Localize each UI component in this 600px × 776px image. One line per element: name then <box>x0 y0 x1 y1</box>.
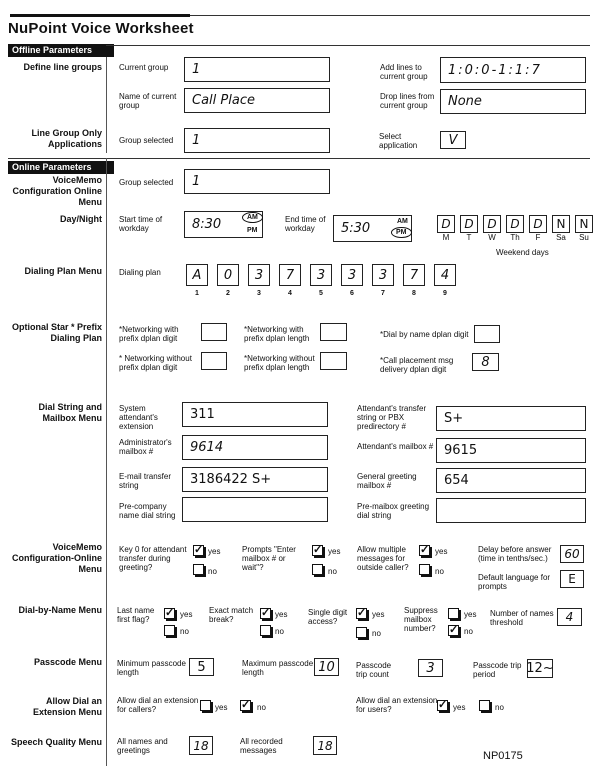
day-label: T <box>466 233 472 242</box>
end-time-label: End time of workday <box>285 215 326 233</box>
voicememo-config-online-label: VoiceMemo Configuration Online Menu <box>12 175 102 207</box>
no-label: no <box>180 627 189 636</box>
exact-match-yes-checkbox[interactable]: ✓ <box>261 607 271 619</box>
prompts-label: Prompts "Enter mailbox # or wait"? <box>242 545 296 572</box>
name-of-group-field[interactable]: Call Place <box>184 88 330 113</box>
digit-position: 4 <box>288 290 292 297</box>
day-box-m[interactable]: D <box>437 215 455 233</box>
name-of-group-label: Name of current group <box>119 92 177 110</box>
email-transfer-label: E-mail transfer string <box>119 472 172 490</box>
title-rule-thin <box>190 15 590 16</box>
prompts-yes-checkbox[interactable]: ✓ <box>313 544 323 556</box>
no-label: no <box>464 627 473 636</box>
net-with-len-label: *Networking with prefix dplan length <box>244 325 310 343</box>
dial-digit-box[interactable]: 0 <box>217 264 239 286</box>
weekend-days-label: Weekend days <box>496 248 549 257</box>
pre-company-label: Pre-company name dial string <box>119 502 176 520</box>
speech-quality-menu-label: Speech Quality Menu <box>10 737 102 747</box>
start-pm-option[interactable]: PM <box>247 227 258 234</box>
trip-count-field[interactable]: 3 <box>418 659 443 677</box>
day-box-f[interactable]: D <box>529 215 547 233</box>
recorded-messages-label: All recorded messages <box>240 737 283 755</box>
dialing-plan-digits <box>186 264 456 297</box>
prompts-no-checkbox[interactable] <box>312 564 323 575</box>
suppress-no-checkbox[interactable]: ✓ <box>449 624 459 636</box>
exact-match-label: Exact match break? <box>209 606 254 624</box>
users-label: Allow dial an extension for users? <box>356 696 438 714</box>
pre-company-field[interactable] <box>182 497 328 522</box>
no-label: no <box>275 627 284 636</box>
net-with-digit-field[interactable] <box>201 323 227 341</box>
dial-digit-box[interactable]: 7 <box>403 264 425 286</box>
yes-label: yes <box>453 703 466 712</box>
yes-label: yes <box>275 610 288 619</box>
delay-field[interactable]: 60 <box>560 545 584 563</box>
names-threshold-field[interactable]: 4 <box>557 608 582 626</box>
net-without-len-field[interactable] <box>320 352 347 370</box>
dial-by-name-menu-label: Dial-by-Name Menu <box>18 605 102 615</box>
att-transfer-field[interactable]: S+ <box>436 406 586 431</box>
trip-period-field[interactable]: 12~ <box>526 661 554 676</box>
dial-by-name-digit-field[interactable] <box>474 325 500 343</box>
yes-label: yes <box>215 703 228 712</box>
yes-label: yes <box>328 547 341 556</box>
att-mailbox-label: Attendant's mailbox # <box>357 442 434 451</box>
dial-digit-box[interactable]: 3 <box>341 264 363 286</box>
voicememo-config-online-menu-label: VoiceMemo Configuration-Online Menu <box>12 542 102 574</box>
day-label: Th <box>510 233 520 242</box>
day-mode-row <box>437 215 593 242</box>
column-divider <box>106 158 107 766</box>
day-label: Su <box>579 233 589 242</box>
add-lines-label: Add lines to current group <box>380 63 428 81</box>
dial-digit-box[interactable]: 7 <box>279 264 301 286</box>
callers-no-checkbox[interactable]: ✓ <box>241 699 251 711</box>
day-label: M <box>442 233 450 242</box>
exact-match-no-checkbox[interactable] <box>260 625 271 636</box>
document-code: NP0175 <box>483 750 523 762</box>
multiple-no-checkbox[interactable] <box>419 564 430 575</box>
drop-lines-label: Drop lines from current group <box>380 92 435 110</box>
end-time-value: 5:30 <box>341 221 371 236</box>
day-box-th[interactable]: D <box>506 215 524 233</box>
callers-label: Allow dial an extension for callers? <box>117 696 199 714</box>
pre-mailbox-label: Pre-maibox greeting dial string <box>357 502 430 520</box>
admin-mailbox-field[interactable]: 9614 <box>182 435 328 460</box>
column-divider <box>106 57 107 153</box>
pre-mailbox-field[interactable] <box>436 498 586 523</box>
online-parameters-header: Online Parameters <box>8 161 114 174</box>
online-group-selected-field[interactable]: 1 <box>184 169 330 194</box>
trip-period-label: Passcode trip period <box>473 661 522 679</box>
end-pm-circled[interactable]: PM <box>391 227 412 238</box>
group-selected-label: Group selected <box>119 136 174 145</box>
digit-position: 2 <box>226 290 230 297</box>
start-time-value: 8:30 <box>192 217 222 232</box>
att-transfer-label: Attendant's transfer string or PBX predirectory # <box>357 404 427 431</box>
last-name-yes-checkbox[interactable]: ✓ <box>165 607 175 619</box>
yes-label: yes <box>464 610 477 619</box>
net-without-digit-label: * Networking without prefix dplan digit <box>119 354 192 372</box>
admin-mailbox-label: Administrator's mailbox # <box>119 438 172 456</box>
call-placement-digit-field[interactable]: 8 <box>472 353 499 371</box>
digit-position: 1 <box>195 290 199 297</box>
min-passcode-label: Minimum passcode length <box>117 659 186 677</box>
page-title: NuPoint Voice Worksheet <box>8 20 194 37</box>
optional-star-label: Optional Star * Prefix Dialing Plan <box>11 322 102 343</box>
offline-parameters-header: Offline Parameters <box>8 44 114 57</box>
no-label: no <box>495 703 504 712</box>
net-without-len-label: *Networking without prefix dplan length <box>244 354 315 372</box>
max-passcode-label: Maximum passcode length <box>242 659 314 677</box>
no-label: no <box>435 567 444 576</box>
dialing-plan-menu-label: Dialing Plan Menu <box>24 266 102 276</box>
sys-att-ext-field[interactable]: 311 <box>182 402 328 427</box>
define-line-groups-label: Define line groups <box>23 62 102 72</box>
group-selected-field[interactable]: 1 <box>184 128 330 153</box>
select-application-label: Select application <box>379 132 418 150</box>
multiple-yes-checkbox[interactable]: ✓ <box>420 544 430 556</box>
group-selected-label: Group selected <box>119 178 174 187</box>
sys-att-ext-label: System attendant's extension <box>119 404 158 431</box>
day-box-t[interactable]: D <box>460 215 478 233</box>
dial-by-name-digit-label: *Dial by name dplan digit <box>380 330 469 339</box>
drop-lines-field[interactable]: None <box>440 89 586 114</box>
add-lines-field[interactable]: 1:0:0-1:1:7 <box>440 57 586 83</box>
no-label: no <box>328 567 337 576</box>
general-greeting-field[interactable]: 654 <box>436 468 586 493</box>
line-group-only-label: Line Group Only Applications <box>31 128 102 149</box>
max-passcode-field[interactable]: 10 <box>314 658 339 676</box>
general-greeting-label: General greeting mailbox # <box>357 472 417 490</box>
language-label: Default language for prompts <box>478 573 551 591</box>
passcode-menu-label: Passcode Menu <box>33 657 102 667</box>
no-label: no <box>208 567 217 576</box>
digit-position: 5 <box>319 290 323 297</box>
digit-position: 7 <box>381 290 385 297</box>
multiple-messages-label: Allow multiple messages for outside caller? <box>357 545 409 572</box>
recorded-messages-field[interactable]: 18 <box>313 736 337 755</box>
email-transfer-field[interactable]: 3186422 S+ <box>182 467 328 492</box>
day-label: W <box>488 233 496 242</box>
dial-digit-box[interactable]: A <box>186 264 208 286</box>
trip-count-label: Passcode trip count <box>356 661 392 679</box>
key0-yes-checkbox[interactable]: ✓ <box>194 544 204 556</box>
dial-digit-box[interactable]: 3 <box>310 264 332 286</box>
digit-position: 3 <box>257 290 261 297</box>
att-mailbox-field[interactable]: 9615 <box>436 438 586 463</box>
day-box-w[interactable]: D <box>483 215 501 233</box>
no-label: no <box>257 703 266 712</box>
users-yes-checkbox[interactable]: ✓ <box>438 699 448 711</box>
dialing-plan-label: Dialing plan <box>119 268 161 277</box>
yes-label: yes <box>180 610 193 619</box>
suppress-yes-checkbox[interactable] <box>448 608 459 619</box>
dial-digit-box[interactable]: 3 <box>248 264 270 286</box>
names-threshold-label: Number of names threshold <box>490 609 554 627</box>
digit-position: 8 <box>412 290 416 297</box>
single-digit-label: Single digit access? <box>308 608 348 626</box>
yes-label: yes <box>208 547 221 556</box>
start-am-circled[interactable]: AM <box>242 212 263 223</box>
dial-string-mailbox-label: Dial String and Mailbox Menu <box>38 402 102 423</box>
day-box-su[interactable]: N <box>575 215 593 233</box>
net-with-len-field[interactable] <box>320 323 347 341</box>
single-digit-yes-checkbox[interactable]: ✓ <box>357 607 367 619</box>
section-divider <box>106 45 590 46</box>
net-with-digit-label: *Networking with prefix dplan digit <box>119 325 179 343</box>
no-label: no <box>372 629 381 638</box>
net-without-digit-field[interactable] <box>201 352 227 370</box>
day-night-label: Day/Night <box>59 214 102 224</box>
key0-no-checkbox[interactable] <box>193 564 204 575</box>
current-group-field[interactable]: 1 <box>184 57 330 82</box>
day-box-sa[interactable]: N <box>552 215 570 233</box>
select-application-field[interactable]: V <box>440 131 466 149</box>
digit-position: 9 <box>443 290 447 297</box>
digit-position: 6 <box>350 290 354 297</box>
suppress-mailbox-label: Suppress mailbox number? <box>404 606 438 633</box>
yes-label: yes <box>372 610 385 619</box>
dial-digit-box[interactable]: 3 <box>372 264 394 286</box>
section-divider <box>8 158 590 159</box>
title-rule <box>10 14 190 17</box>
min-passcode-field[interactable]: 5 <box>189 658 214 676</box>
start-time-label: Start time of workday <box>119 215 163 233</box>
last-name-no-checkbox[interactable] <box>164 625 175 636</box>
names-greetings-label: All names and greetings <box>117 737 168 755</box>
call-placement-digit-label: *Call placement msg delivery dplan digit <box>380 356 454 374</box>
users-no-checkbox[interactable] <box>479 700 490 711</box>
current-group-label: Current group <box>119 63 169 72</box>
day-label: Sa <box>556 233 566 242</box>
key0-label: Key 0 for attendant transfer during greeting? <box>119 545 187 572</box>
end-am-option[interactable]: AM <box>397 218 408 225</box>
yes-label: yes <box>435 547 448 556</box>
dial-digit-box[interactable]: 4 <box>434 264 456 286</box>
names-greetings-field[interactable]: 18 <box>189 736 213 755</box>
language-field[interactable]: E <box>560 570 584 588</box>
callers-yes-checkbox[interactable] <box>200 700 211 711</box>
allow-dial-extension-label: Allow Dial an Extension Menu <box>32 696 102 717</box>
delay-label: Delay before answer (time in tenths/sec.) <box>478 545 552 563</box>
single-digit-no-checkbox[interactable] <box>356 627 367 638</box>
last-name-first-label: Last name first flag? <box>117 606 155 624</box>
day-label: F <box>535 233 541 242</box>
